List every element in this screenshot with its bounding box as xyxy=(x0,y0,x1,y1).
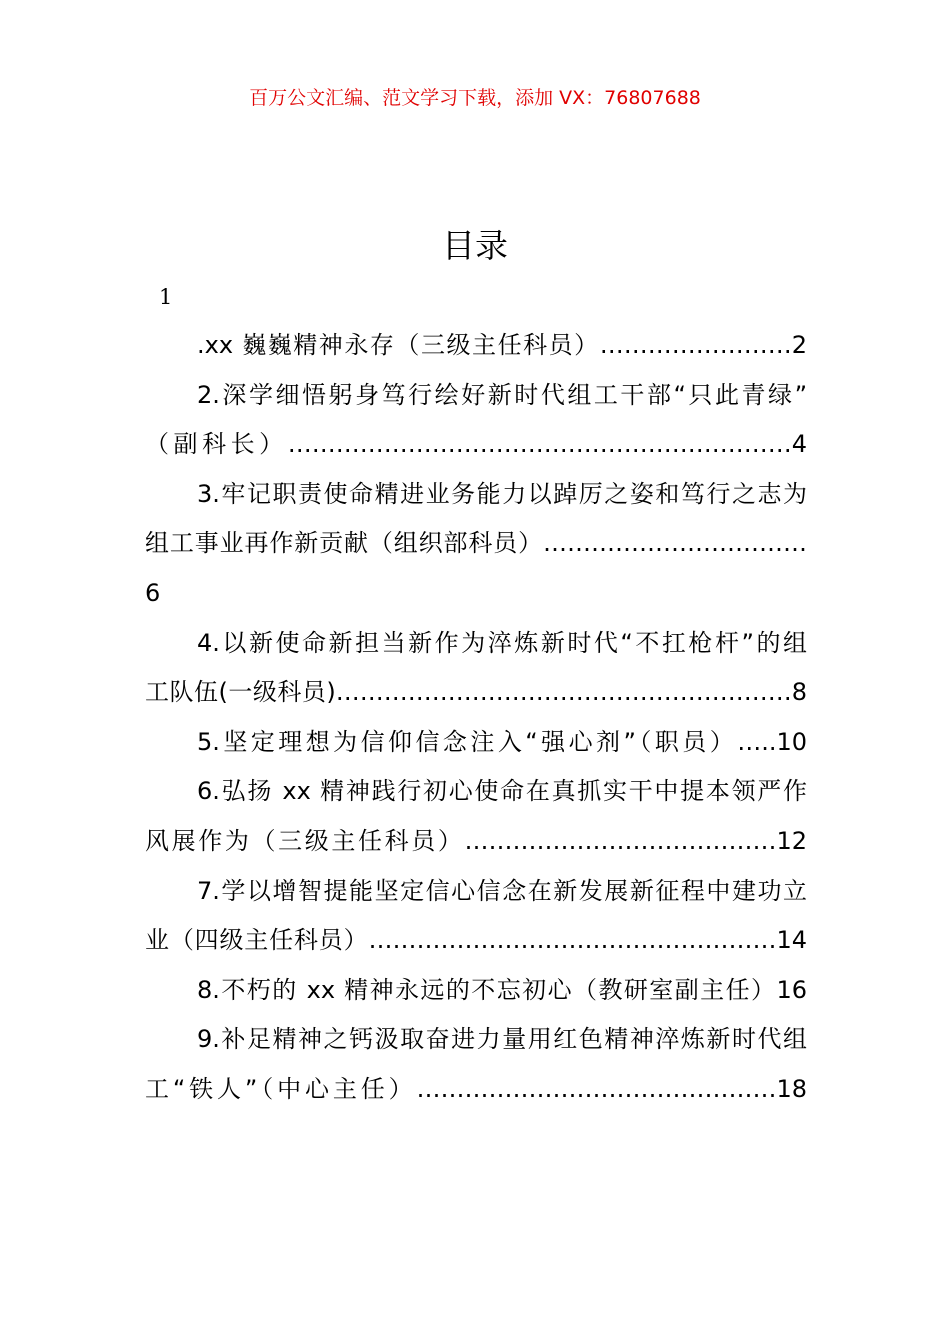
toc-entry-9[interactable] xyxy=(145,1015,807,1065)
toc-entry-9-title-line1: 9.补足精神之钙汲取奋进力量用红色精神淬炼新时代组 xyxy=(197,1025,807,1054)
toc-entry-1-title: .xx 巍巍精神永存（三级主任科员） xyxy=(197,331,600,359)
toc-entry-6-title-line1: 6.弘扬 xx 精神践行初心使命在真抓实干中提本领严作 xyxy=(197,777,807,806)
toc-entry-7-cont[interactable] xyxy=(145,916,807,966)
toc-entry-3-leader: …………………………… xyxy=(543,529,807,558)
toc-entry-3-cont[interactable] xyxy=(145,519,807,618)
toc-entry-2-title-line2: （副科长） xyxy=(145,430,288,459)
toc-entry-5-leader: ….. xyxy=(737,727,777,756)
toc-entry-4-cont[interactable] xyxy=(145,668,807,718)
toc-entry-4-leader: ………………………………………………… xyxy=(335,678,792,707)
toc-entry-8-title: 8.不朽的 xx 精神永远的不忘初心（教研室副主任） xyxy=(197,975,777,1004)
toc-entry-2[interactable] xyxy=(145,371,807,421)
toc-entry-7-title-line1: 7.学以增智提能坚定信心信念在新发展新征程中建功立 xyxy=(197,876,807,905)
header-note: 百万公文汇编、范文学习下载，添加 VX：76807688 xyxy=(249,87,701,109)
toc-entry-6[interactable] xyxy=(145,767,807,817)
toc-entry-7-title-line2: 业（四级主任科员） xyxy=(145,926,369,955)
toc-entry-5[interactable] xyxy=(145,718,807,768)
toc-entry-1-leader: …………………… xyxy=(599,331,792,359)
toc-entry-2-cont[interactable] xyxy=(145,420,807,470)
toc-entry-4[interactable] xyxy=(145,619,807,669)
toc-entry-4-title-line2: 工队伍(一级科员) xyxy=(145,678,336,707)
toc-entry-7[interactable] xyxy=(145,867,807,917)
toc-entry-4-title-line1: 4.以新使命新担当新作为淬炼新时代“不扛枪杆”的组 xyxy=(197,628,807,657)
toc-entry-8-page: 16 xyxy=(776,975,807,1004)
toc-entry-1[interactable] xyxy=(145,321,807,371)
toc-entry-3[interactable] xyxy=(145,470,807,520)
toc-entry-5-title: 5.坚定理想为信仰信念注入“强心剂”（职员） xyxy=(197,727,738,756)
toc-entry-6-page: 12 xyxy=(776,826,807,855)
toc-entry-9-page: 18 xyxy=(776,1074,807,1103)
toc-entry-2-title-line1: 2.深学细悟躬身笃行绘好新时代组工干部“只此青绿” xyxy=(197,380,807,409)
toc-entry-7-page: 14 xyxy=(776,926,807,955)
toc-entry-8[interactable] xyxy=(145,966,807,1016)
toc-entry-9-leader: ……………………………………… xyxy=(416,1074,777,1103)
toc-entry-1-page: 2 xyxy=(791,331,807,359)
toc-entry-9-title-line2: 工“铁人”（中心主任） xyxy=(145,1074,417,1103)
toc-entry-9-cont[interactable] xyxy=(145,1065,807,1115)
toc-entry-5-page: 10 xyxy=(776,727,807,756)
toc-entry-4-page: 8 xyxy=(791,678,807,707)
toc-entry-6-title-line2: 风展作为（三级主任科员） xyxy=(145,826,465,855)
toc-entry-7-leader: …………………………………………… xyxy=(368,926,777,955)
toc-entry-2-leader: ……………………………………………………… xyxy=(287,430,792,459)
stray-number: 1 xyxy=(159,285,173,309)
toc-list xyxy=(145,321,807,1115)
toc-entry-2-page: 4 xyxy=(791,430,807,459)
toc-entry-3-title-line1: 3.牢记职责使命精进业务能力以踔厉之姿和笃行之志为 xyxy=(197,479,807,508)
toc-entry-6-cont[interactable] xyxy=(145,817,807,867)
toc-entry-6-leader: ………………………………… xyxy=(464,826,777,855)
toc-entry-3-title-line2: 组工事业再作新贡献（组织部科员） xyxy=(145,529,543,558)
page-title: 目录 xyxy=(442,226,508,265)
toc-entry-3-page: 6 xyxy=(145,578,161,607)
